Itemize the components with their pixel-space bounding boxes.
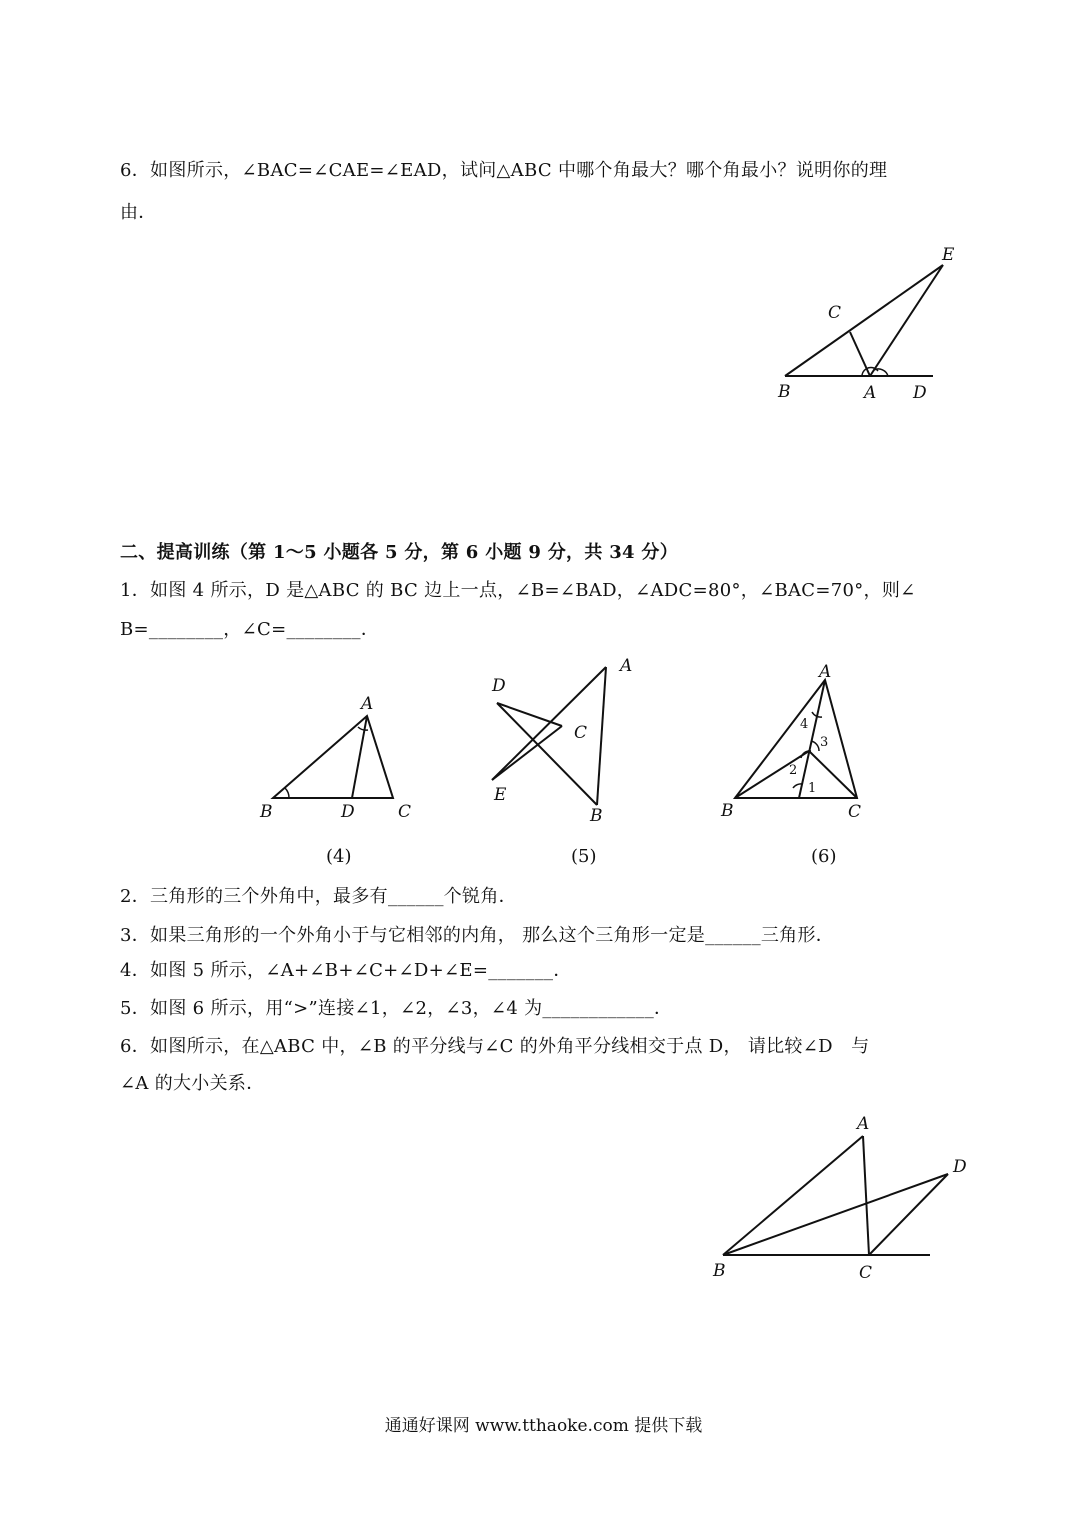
figure-5-caption: (5): [571, 846, 597, 867]
question-5-text: 5．如图 6 所示，用“>”连接∠1，∠2，∠3，∠4 为____________．: [120, 998, 673, 1019]
label-c: C: [848, 802, 862, 822]
label-b: B: [778, 382, 791, 402]
label-a: A: [819, 662, 832, 682]
question-6-text-line2: 由．: [120, 202, 157, 223]
section-heading: 二、提高训练（第 1～5 小题各 5 分，第 6 小题 9 分，共 34 分）: [120, 542, 679, 563]
figure-5: [480, 655, 650, 830]
label-c: C: [398, 802, 412, 822]
label-b: B: [721, 801, 734, 821]
figure-4-caption: (4): [326, 846, 352, 867]
label-d: D: [341, 802, 355, 822]
label-a: A: [361, 694, 374, 714]
label-d: D: [913, 383, 927, 403]
label-e: E: [942, 245, 955, 265]
question-6-text-line2: ∠A 的大小关系．: [120, 1073, 265, 1094]
label-c: C: [574, 723, 588, 743]
question-4-text: 4．如图 5 所示，∠A+∠B+∠C+∠D+∠E=_______．: [120, 960, 572, 981]
question-1-text-line1: 1．如图 4 所示，D 是△ABC 的 BC 边上一点，∠B=∠BAD，∠ADC=80°，∠BAC=70°，则∠: [120, 580, 916, 601]
label-e: E: [494, 785, 507, 805]
figure-angles-bac-cae-ead: [770, 240, 990, 410]
question-3-text: 3．如果三角形的一个外角小于与它相邻的内角， 那么这个三角形一定是______三角形．: [120, 925, 835, 946]
label-b: B: [590, 806, 603, 826]
question-6-text-line1: 6．如图所示，∠BAC=∠CAE=∠EAD，试问△ABC 中哪个角最大？哪个角最小？说明你的理: [120, 160, 888, 181]
footer-text: 通通好课网 www.tthaoke.com 提供下载: [384, 1416, 703, 1436]
angle-label-4: 4: [800, 717, 809, 732]
figure-6-caption: (6): [811, 846, 837, 867]
label-c: C: [828, 303, 842, 323]
label-a: A: [620, 656, 633, 676]
figure-4: [255, 690, 425, 830]
label-d: D: [492, 676, 506, 696]
figure-bisectors: [705, 1110, 985, 1290]
question-6-text-line1: 6．如图所示，在△ABC 中，∠B 的平分线与∠C 的外角平分线相交于点 D， 请比较∠D 与: [120, 1036, 870, 1057]
figure-6: [715, 655, 885, 830]
label-d: D: [953, 1157, 967, 1177]
question-1-text-line2: B=________，∠C=________．: [120, 619, 380, 640]
label-c: C: [859, 1263, 873, 1283]
angle-label-1: 1: [808, 781, 817, 796]
angle-label-2: 2: [789, 763, 798, 778]
label-b: B: [260, 802, 273, 822]
angle-label-3: 3: [820, 735, 829, 750]
label-a: A: [857, 1114, 870, 1134]
label-b: B: [713, 1261, 726, 1281]
question-2-text: 2．三角形的三个外角中，最多有______个锐角．: [120, 886, 517, 907]
label-a: A: [864, 383, 877, 403]
